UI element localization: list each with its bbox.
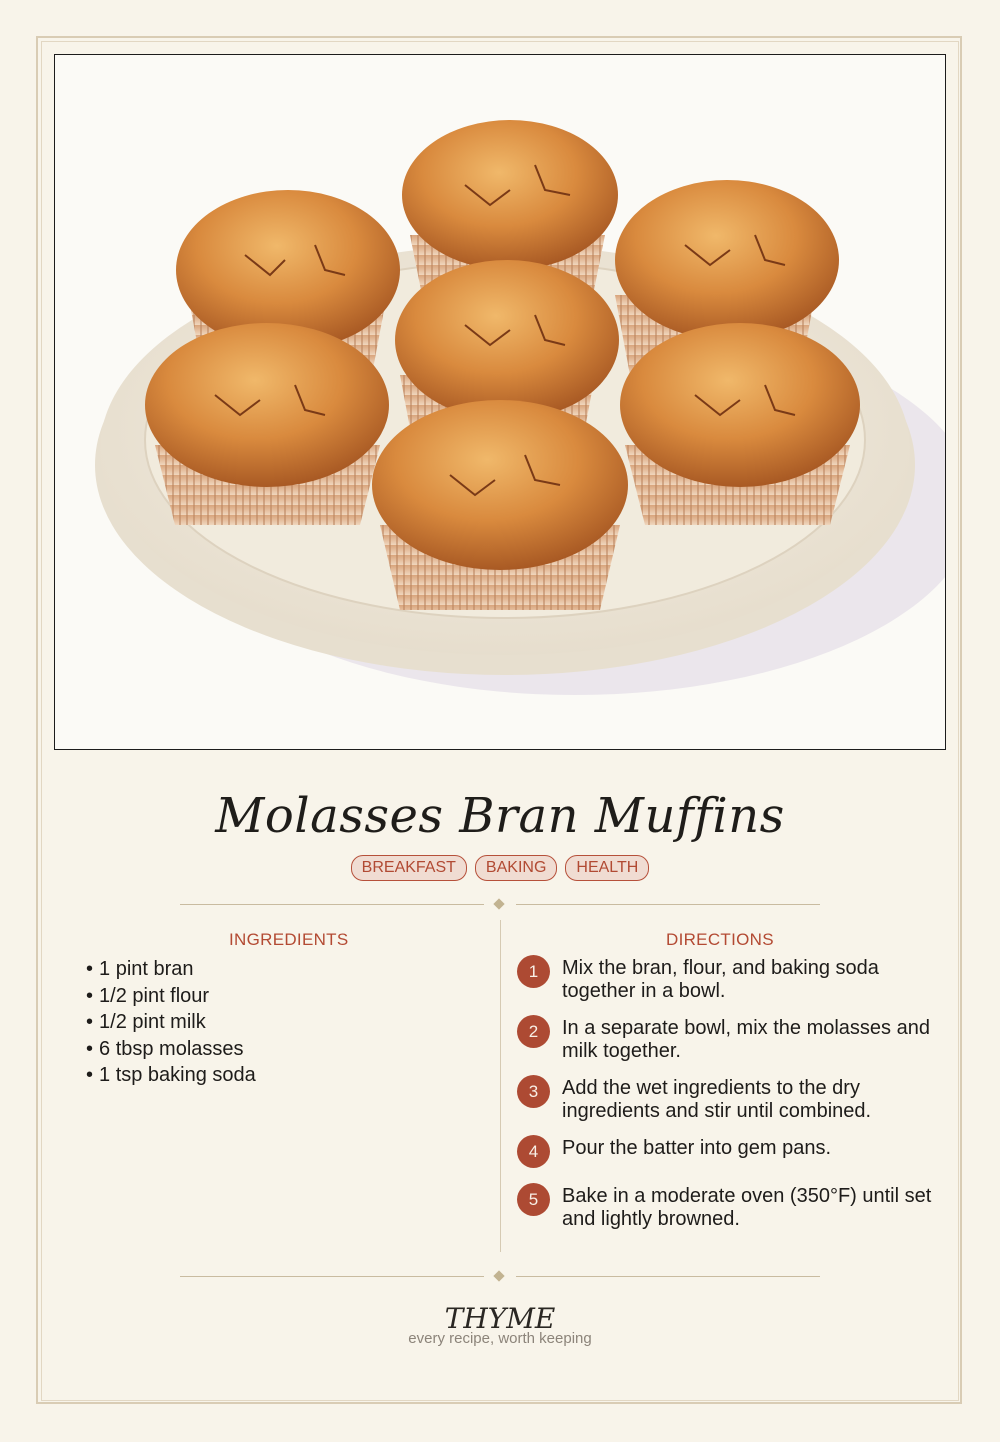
step-number-badge: 2: [517, 1015, 550, 1048]
step-number-badge: 1: [517, 955, 550, 988]
step-number-badge: 5: [517, 1183, 550, 1216]
ingredient-list: [86, 956, 256, 1089]
step-text: Pour the batter into gem pans.: [562, 1137, 832, 1159]
step-text: Add the wet ingredients to the dry ingredients and stir until combined.: [562, 1077, 872, 1122]
ingredients-heading: INGREDIENTS: [229, 930, 349, 949]
step-text: In a separate bowl, mix the molasses and milk together.: [562, 1017, 930, 1062]
tag-health[interactable]: HEALTH: [565, 855, 649, 881]
divider-bottom: [180, 1271, 820, 1283]
step-text: Bake in a moderate oven (350°F) until set and lightly browned.: [562, 1185, 932, 1230]
muffin: [372, 400, 628, 610]
step-number-badge: 4: [517, 1135, 550, 1168]
recipe-title: Molasses Bran Muffins: [215, 788, 785, 844]
diamond-icon: [493, 1270, 504, 1281]
tag-list: [0, 855, 1000, 881]
ingredient-item: • 1/2 pint flour: [86, 983, 256, 1010]
ingredient-item: • 6 tbsp molasses: [86, 1036, 256, 1063]
column-divider: [500, 920, 501, 1252]
muffin: [620, 323, 860, 525]
step-text: Mix the bran, flour, and baking soda together in a bowl.: [562, 957, 879, 1002]
divider-top: [180, 899, 820, 911]
ingredient-item: • 1/2 pint milk: [86, 1009, 256, 1036]
brand-name: THYME: [444, 1302, 556, 1335]
hero-image-muffins: [54, 54, 946, 750]
muffin: [145, 323, 389, 525]
step-number-badge: 3: [517, 1075, 550, 1108]
diamond-icon: [493, 898, 504, 909]
ingredient-item: • 1 pint bran: [86, 956, 256, 983]
directions-heading: DIRECTIONS: [666, 930, 774, 949]
ingredient-item: • 1 tsp baking soda: [86, 1062, 256, 1089]
tag-baking[interactable]: BAKING: [475, 855, 557, 881]
brand-tagline: every recipe, worth keeping: [408, 1330, 592, 1347]
tag-breakfast[interactable]: BREAKFAST: [351, 855, 467, 881]
